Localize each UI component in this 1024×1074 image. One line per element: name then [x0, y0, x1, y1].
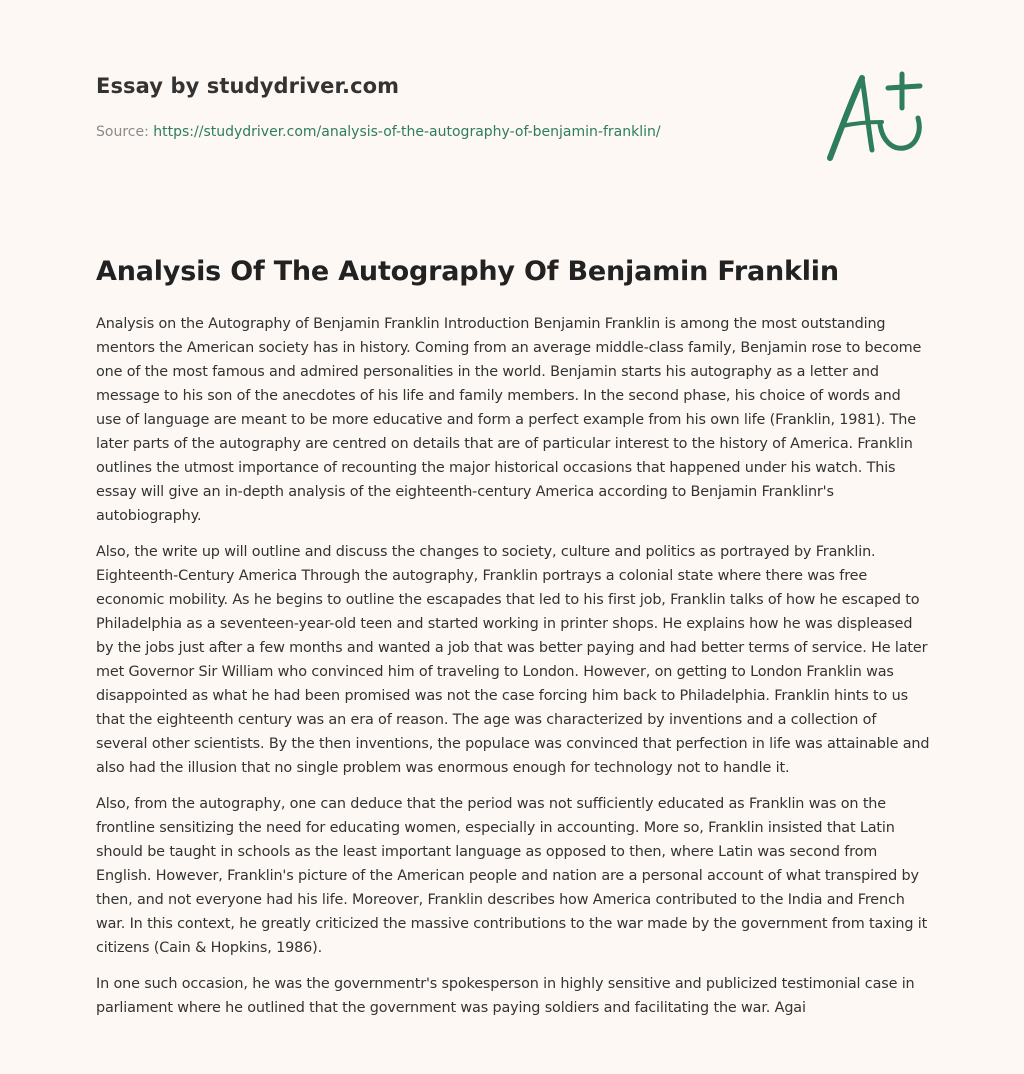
source-label: Source: — [96, 124, 149, 140]
source-line — [96, 124, 796, 140]
article — [96, 256, 930, 1032]
page-header — [96, 74, 796, 140]
paragraph: Also, from the autography, one can deduce that the period was not sufficiently educated as Franklin was on the frontline sensitizing the need for educating women, especially in accounting. More so, Franklin insisted that Latin should be taught in schools as the least important language as opposed to then, where Latin was second from English. However, Franklin's picture of the American people and nation are a personal account of what transpired by then, and not everyone had his life. Moreover, Franklin describes how America contributed to the India and French war. In this context, he greatly criticized the massive contributions to the war made by the government from taxing it citizens (Cain & Hopkins, 1986). — [96, 796, 928, 956]
a-plus-logo-icon — [822, 66, 932, 166]
paragraph: Analysis on the Autography of Benjamin Franklin Introduction Benjamin Franklin is among the most outstanding mentors the American society has in history. Coming from an average middle-class family, Benjamin rose to become one of the most famous and admired personalities in the world. Benjamin starts his autography as a letter and message to his son of the anecdotes of his life and family members. In the second phase, his choice of words and use of language are meant to be more educative and form a perfect example from his own life (Franklin, 1981). The later parts of the autography are centred on details that are of particular interest to the history of America. Franklin outlines the utmost importance of recounting the major historical occasions that happened under his watch. This essay will give an in-depth analysis of the eighteenth-century America according to Benjamin Franklinr's autobiography. — [96, 316, 922, 524]
paragraph: In one such occasion, he was the governmentr's spokesperson in highly sensitive and publicized testimonial case in parliament where he outlined that the government was paying soldiers and facilitating the war. Agai — [96, 976, 915, 1016]
source-link[interactable]: https://studydriver.com/analysis-of-the-autography-of-benjamin-franklin/ — [153, 124, 661, 140]
article-title: Analysis Of The Autography Of Benjamin Franklin — [96, 256, 839, 287]
site-title: Essay by studydriver.com — [96, 74, 400, 98]
paragraph: Also, the write up will outline and discuss the changes to society, culture and politics as portrayed by Franklin. Eighteenth-Century America Through the autography, Franklin portrays a colonial state where there was free economic mobility. As he begins to outline the escapades that led to his first job, Franklin talks of how he escaped to Philadelphia as a seventeen-year-old teen and started working in printer shops. He explains how he was displeased by the jobs just after a few months and wanted a job that was better paying and had better terms of service. He later met Governor Sir William who convinced him of traveling to London. However, on getting to London Franklin was disappointed as what he had been promised was not the case forcing him back to Philadelphia. Franklin hints to us that the eighteenth century was an era of reason. The age was characterized by inventions and a collection of several other scientists. By the then inventions, the populace was convinced that perfection in life was attainable and also had the illusion that no single problem was enormous enough for technology not to handle it. — [96, 544, 930, 776]
